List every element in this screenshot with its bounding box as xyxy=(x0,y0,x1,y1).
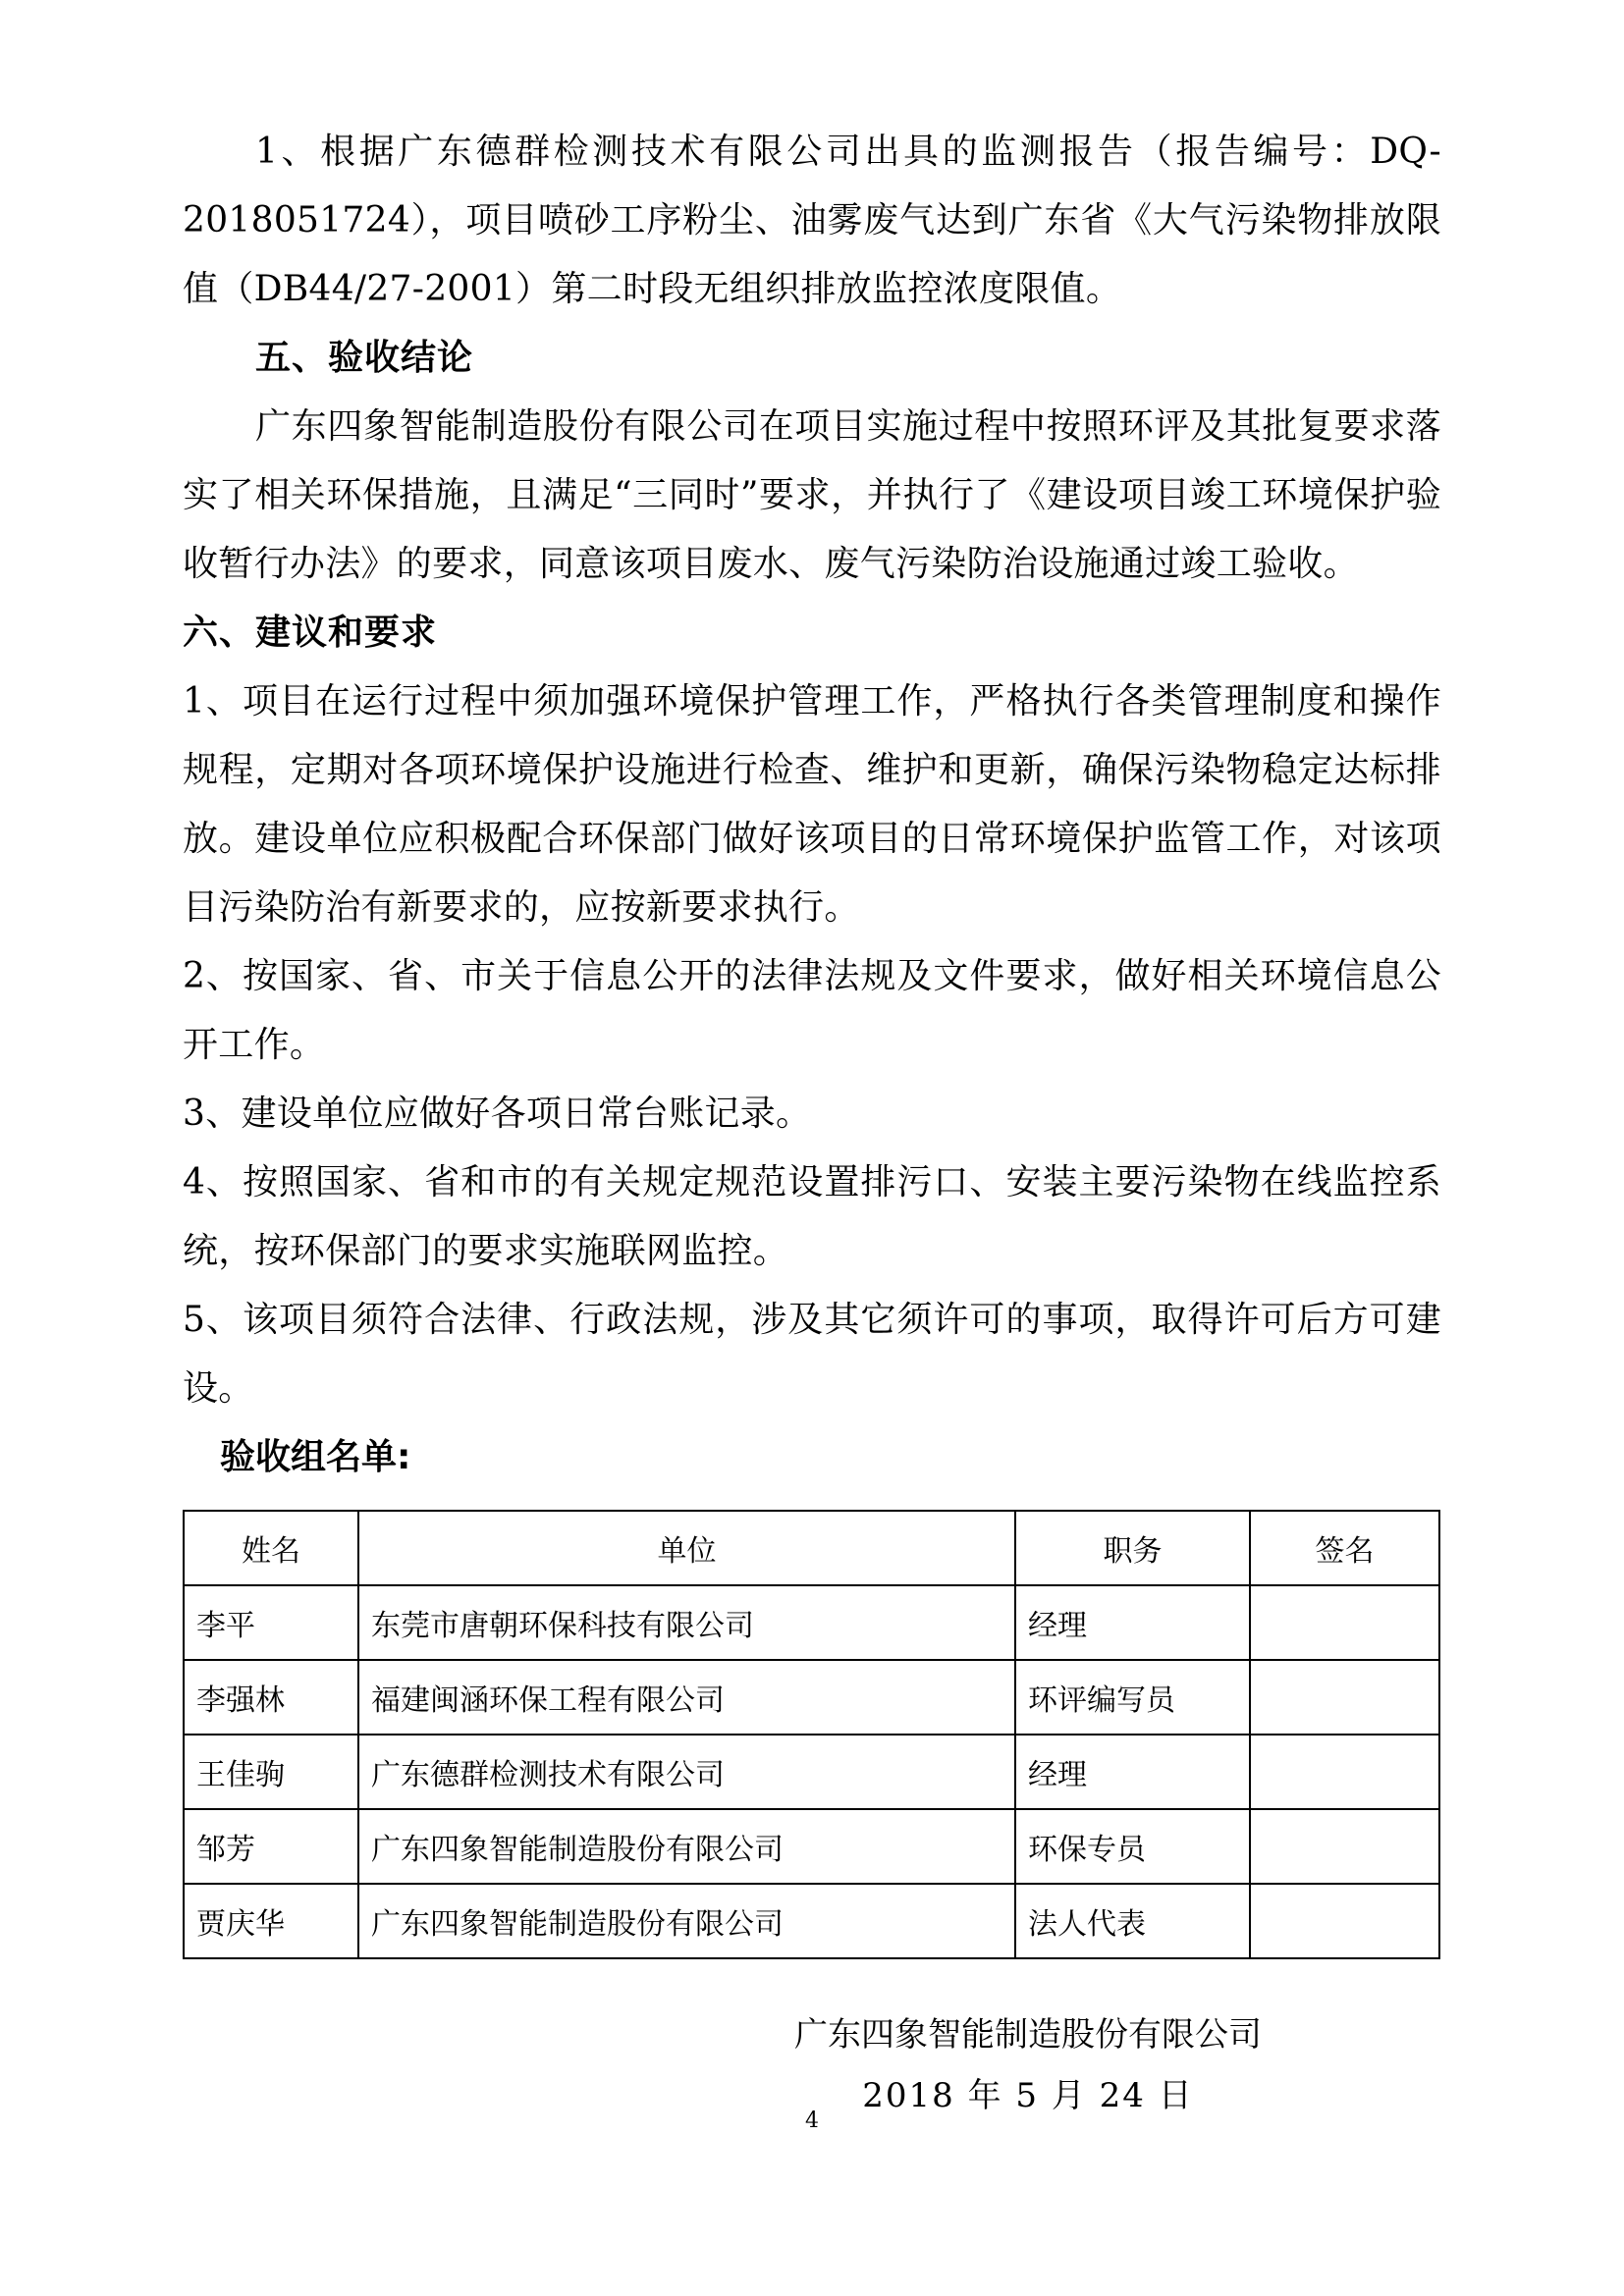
table-row xyxy=(184,1809,1439,1884)
column-header-signature: 签名 xyxy=(1250,1511,1439,1585)
roster-label: 验收组名单: xyxy=(220,1437,411,1477)
cell-name: 贾庆华 xyxy=(184,1884,358,1958)
section-heading-six: 六、建议和要求 xyxy=(183,613,438,653)
cell-signature xyxy=(1250,1585,1439,1660)
column-header-name: 姓名 xyxy=(184,1511,358,1585)
column-header-role: 职务 xyxy=(1015,1511,1250,1585)
cell-role: 法人代表 xyxy=(1015,1884,1250,1958)
table-row xyxy=(184,1585,1439,1660)
paragraph-item-1: 1、根据广东德群检测技术有限公司出具的监测报告（报告编号：DQ-2018051724），项目喷砂工序粉尘、油雾废气达到广东省《大气污染物排放限值（DB44/27-2001）第二时段无组织排放监控浓度限值。 xyxy=(183,132,1441,309)
table-header-row xyxy=(184,1511,1439,1585)
section-six-item-2: 2、按国家、省、市关于信息公开的法律法规及文件要求，做好相关环境信息公开工作。 xyxy=(183,956,1441,1065)
section-six-item-3: 3、建设单位应做好各项日常台账记录。 xyxy=(183,1094,812,1134)
cell-unit: 广东德群检测技术有限公司 xyxy=(358,1735,1015,1809)
page-number: 4 xyxy=(805,2109,819,2133)
section-six-item-4: 4、按照国家、省和市的有关规定规范设置排污口、安装主要污染物在线监控系统，按环保部门的要求实施联网监控。 xyxy=(183,1162,1441,1271)
cell-signature xyxy=(1250,1660,1439,1735)
section-five-paragraph: 广东四象智能制造股份有限公司在项目实施过程中按照环评及其批复要求落实了相关环保措施，且满足“三同时”要求，并执行了《建设项目竣工环境保护验收暂行办法》的要求，同意该项目废水、废气污染防治设施通过竣工验收。 xyxy=(183,406,1441,584)
cell-signature xyxy=(1250,1884,1439,1958)
section-six-item-1: 1、项目在运行过程中须加强环境保护管理工作，严格执行各类管理制度和操作规程，定期对各项环境保护设施进行检查、维护和更新，确保污染物稳定达标排放。建设单位应积极配合环保部门做好该项目的日常环境保护监管工作，对该项目污染防治有新要求的，应按新要求执行。 xyxy=(183,681,1441,928)
cell-unit: 福建闽涵环保工程有限公司 xyxy=(358,1660,1015,1735)
cell-role: 环保专员 xyxy=(1015,1809,1250,1884)
cell-unit: 东莞市唐朝环保科技有限公司 xyxy=(358,1585,1015,1660)
section-six-item-5: 5、该项目须符合法律、行政法规，涉及其它须许可的事项，取得许可后方可建设。 xyxy=(183,1300,1441,1409)
table-row xyxy=(184,1884,1439,1958)
cell-signature xyxy=(1250,1809,1439,1884)
cell-role: 经理 xyxy=(1015,1735,1250,1809)
cell-name: 邹芳 xyxy=(184,1809,358,1884)
table-row xyxy=(184,1735,1439,1809)
cell-role: 经理 xyxy=(1015,1585,1250,1660)
table-row xyxy=(184,1660,1439,1735)
cell-name: 李平 xyxy=(184,1585,358,1660)
document-content xyxy=(183,118,1441,2126)
roster-table-wrapper xyxy=(183,1510,1441,1959)
column-header-unit: 单位 xyxy=(358,1511,1015,1585)
signing-company: 广东四象智能制造股份有限公司 xyxy=(794,2015,1262,2055)
cell-signature xyxy=(1250,1735,1439,1809)
cell-name: 王佳驹 xyxy=(184,1735,358,1809)
cell-role: 环评编写员 xyxy=(1015,1660,1250,1735)
signing-date: 2018 年 5 月 24 日 xyxy=(862,2076,1194,2115)
cell-unit: 广东四象智能制造股份有限公司 xyxy=(358,1809,1015,1884)
cell-name: 李强林 xyxy=(184,1660,358,1735)
cell-unit: 广东四象智能制造股份有限公司 xyxy=(358,1884,1015,1958)
acceptance-group-roster-table xyxy=(183,1510,1440,1959)
section-heading-five: 五、验收结论 xyxy=(255,338,474,378)
